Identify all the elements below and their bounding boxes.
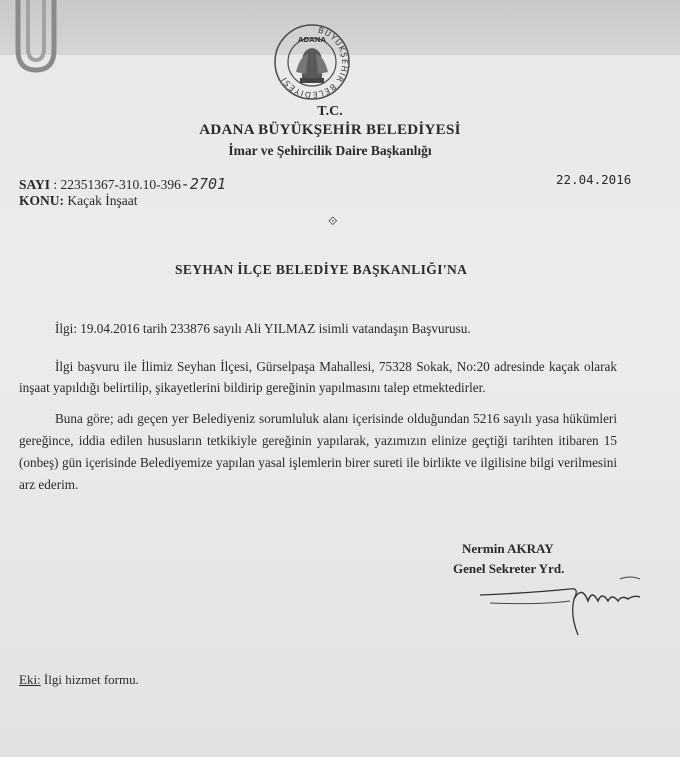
paragraph-1-text: İlgi başvuru ile İlimiz Seyhan İlçesi, Gürselpaşa Mahallesi, 75328 Sokak, No:20 adresinde kaçak olarak inşaat yapıldığı belirtilip, şikayetlerini bildirip gereğinin yapılmasını talep etmektedirler. xyxy=(19,359,617,395)
konu-line xyxy=(19,193,137,209)
attachment-value: İlgi hizmet formu. xyxy=(43,672,139,687)
sayi-value: : 22351367-310.10-396 xyxy=(53,177,181,192)
attachment-label: Eki: xyxy=(19,672,41,687)
paragraph-2-text: Buna göre; adı geçen yer Belediyeniz sorumluluk alanı içerisinde olduğundan 5216 sayılı yasa hükümleri gereğince, iddia edilen hususların tetkikiyle gereğinin yapılarak, yazımızın elinize geçtiği tarihten itibaren 15 (onbeş) gün içerisinde Belediyemize yapılan yasal işlemlerin birer sureti ile birlikte ve ilgilisine bilgi verilmesini arz ederim. xyxy=(19,411,617,492)
paragraph-2 xyxy=(19,408,617,496)
seal-ring-text: BÜYÜKŞEHİR BELEDİYESİ xyxy=(279,25,350,100)
signer-name: Nermin AKRAY xyxy=(462,541,554,556)
signer-title: Genel Sekreter Yrd. xyxy=(453,561,565,576)
sayi-line xyxy=(19,175,226,193)
header-institution: ADANA BÜYÜKŞEHİR BELEDİYESİ xyxy=(199,122,461,138)
konu-value: Kaçak İnşaat xyxy=(67,193,138,208)
sayi-label: SAYI xyxy=(19,177,51,192)
seal-top-text: ADANA xyxy=(298,36,326,44)
sayi-handwritten-number: -2701 xyxy=(180,175,227,193)
document-date: 22.04.2016 xyxy=(556,172,632,187)
reference-line: İlgi: 19.04.2016 tarih 233876 sayılı Ali YILMAZ isimli vatandaşın Başvurusu. xyxy=(55,321,471,336)
divider-mark: ⟐ xyxy=(328,214,338,228)
header-tc: T.C. xyxy=(317,104,343,119)
document-page xyxy=(0,55,680,757)
handwritten-signature-icon xyxy=(470,565,650,645)
header-department: İmar ve Şehircilik Daire Başkanlığı xyxy=(228,143,432,158)
konu-label: KONU: xyxy=(19,193,64,208)
recipient-heading: SEYHAN İLÇE BELEDİYE BAŞKANLIĞI'NA xyxy=(175,262,468,277)
paragraph-1 xyxy=(19,357,617,398)
attachment-line xyxy=(19,672,139,688)
paperclip-icon xyxy=(8,0,68,80)
municipality-seal-icon xyxy=(272,22,352,102)
